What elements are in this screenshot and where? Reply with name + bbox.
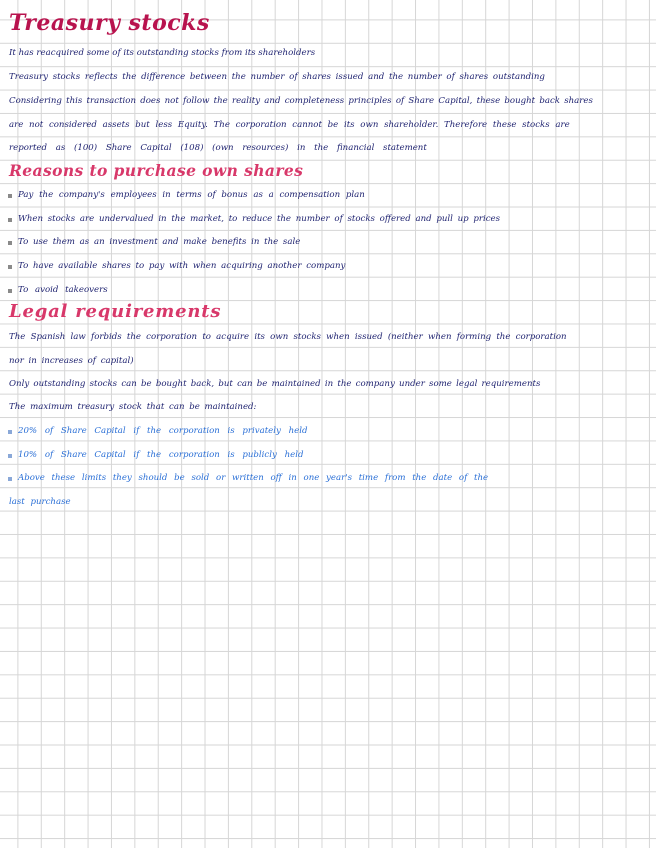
list-item-text: When stocks are undervalued in the market, to reduce the number of stocks offered and pull up prices: [18, 214, 501, 224]
list-item-text: Above these limits they should be sold or written off in one year's time from the date of the: [18, 473, 489, 483]
list-item-text: 20% of Share Capital if the corporation is privately held: [18, 426, 308, 436]
list-item-text: 10% of Share Capital if the corporation is publicly held: [18, 450, 304, 460]
list-item: [8, 473, 488, 484]
intro-line-1: It has reacquired some of its outstanding stocks from its shareholders: [9, 48, 316, 58]
bullet-icon: [8, 218, 12, 222]
intro-line-4: are not considered assets but less Equity. The corporation cannot be its own shareholder. Therefore these stocks are: [9, 120, 570, 130]
bullet-icon: [8, 194, 12, 198]
intro-line-5: reported as (100) Share Capital (108) (own resources) in the financial statement: [9, 143, 427, 153]
bullet-icon: [8, 430, 12, 434]
legal-heading: Legal requirements: [9, 301, 222, 322]
list-item: [8, 285, 108, 296]
bullet-icon: [8, 477, 12, 481]
page-title: Treasury stocks: [9, 10, 210, 36]
legal-line-3: Only outstanding stocks can be bought back, but can be maintained in the company under some legal requirements: [9, 379, 541, 389]
intro-line-2: Treasury stocks reflects the difference between the number of shares issued and the number of shares outstanding: [9, 72, 545, 82]
legal-line-4: The maximum treasury stock that can be maintained:: [9, 402, 257, 412]
list-item-text: To avoid takeovers: [18, 285, 108, 295]
list-item: [8, 261, 345, 272]
bullet-icon: [8, 289, 12, 293]
bullet-icon: [8, 265, 12, 269]
bullet-icon: [8, 454, 12, 458]
list-item-text: To use them as an investment and make benefits in the sale: [18, 237, 301, 247]
reasons-heading: Reasons to purchase own shares: [9, 161, 304, 180]
list-item: [8, 426, 307, 437]
list-item-text: Pay the company's employees in terms of bonus as a compensation plan: [18, 190, 365, 200]
legal-line-1: The Spanish law forbids the corporation to acquire its own stocks when issued (neither when forming the corporation: [9, 332, 567, 342]
legal-line-2: nor in increases of capital): [9, 356, 134, 366]
bullet-icon: [8, 241, 12, 245]
list-item-continuation: last purchase: [9, 497, 71, 507]
list-item: [8, 237, 300, 248]
list-item-text: To have available shares to pay with when acquiring another company: [18, 261, 346, 271]
list-item: [8, 214, 500, 225]
list-item: [8, 450, 303, 461]
intro-line-3: Considering this transaction does not follow the reality and completeness principles of Share Capital, these bought back shares: [9, 96, 593, 106]
list-item: [8, 190, 365, 201]
